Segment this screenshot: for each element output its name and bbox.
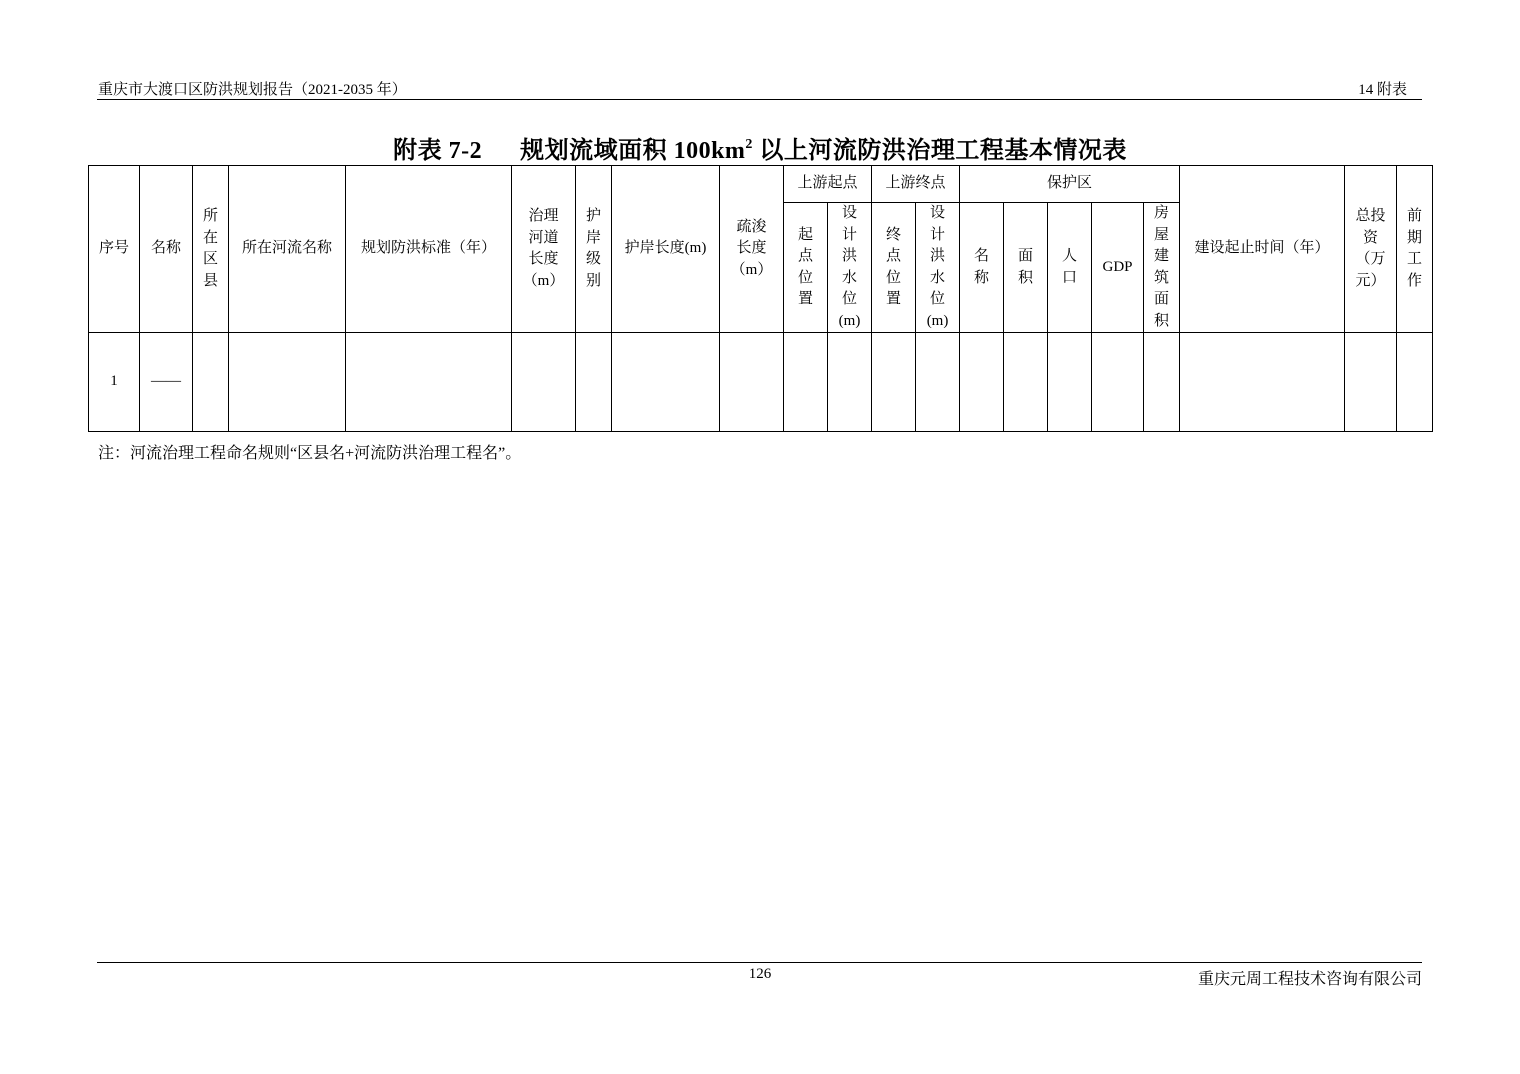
col-upstream-start-position: 起 点 位 置 <box>784 203 828 333</box>
col-group-upstream-end: 上游终点 <box>872 166 960 203</box>
col-dredge-length: 疏浚 长度 （m） <box>720 166 784 333</box>
col-standard: 规划防洪标准（年） <box>346 166 512 333</box>
col-protection-population: 人 口 <box>1048 203 1092 333</box>
title-suffix: 以上河流防洪治理工程基本情况表 <box>759 138 1127 164</box>
row-cell <box>612 333 720 432</box>
col-group-protection-zone: 保护区 <box>960 166 1180 203</box>
col-bank-grade: 护 岸 级 别 <box>576 166 612 333</box>
row-cell <box>1092 333 1144 432</box>
row-seq: 1 <box>89 333 140 432</box>
footer-company: 重庆元周工程技术咨询有限公司 <box>1197 971 1422 988</box>
col-county: 所 在 区 县 <box>193 166 229 333</box>
col-upstream-end-flood-level: 设 计 洪 水 位 (m) <box>916 203 960 333</box>
row-cell <box>720 333 784 432</box>
row-cell <box>828 333 872 432</box>
col-river: 所在河流名称 <box>229 166 346 333</box>
row-cell <box>1144 333 1180 432</box>
col-bank-length: 护岸长度(m) <box>612 166 720 333</box>
row-cell <box>1345 333 1397 432</box>
row-cell <box>784 333 828 432</box>
col-protection-building-area: 房 屋 建 筑 面 积 <box>1144 203 1180 333</box>
title-prefix: 附表 7-2 <box>393 138 483 164</box>
col-group-upstream-start: 上游起点 <box>784 166 872 203</box>
row-cell <box>346 333 512 432</box>
table-row <box>89 333 1433 432</box>
col-protection-gdp: GDP <box>1092 203 1144 333</box>
header-left-title: 重庆市大渡口区防洪规划报告（2021-2035 年） <box>98 82 407 98</box>
col-protection-area: 面 积 <box>1004 203 1048 333</box>
col-protection-name: 名 称 <box>960 203 1004 333</box>
col-upstream-end-position: 终 点 位 置 <box>872 203 916 333</box>
row-cell <box>193 333 229 432</box>
row-cell <box>960 333 1004 432</box>
row-cell <box>576 333 612 432</box>
table-title <box>0 130 1520 165</box>
col-channel-length: 治理 河道 长度 （m） <box>512 166 576 333</box>
row-cell <box>1180 333 1345 432</box>
row-cell <box>1004 333 1048 432</box>
row-cell <box>1048 333 1092 432</box>
row-cell <box>512 333 576 432</box>
col-construction-period: 建设起止时间（年） <box>1180 166 1345 333</box>
table-note: 注：河流治理工程命名规则“区县名+河流防洪治理工程名”。 <box>98 445 522 462</box>
col-name: 名称 <box>140 166 193 333</box>
row-cell <box>229 333 346 432</box>
col-total-investment: 总投 资 （万 元） <box>1345 166 1397 333</box>
title-superscript: 2 <box>745 137 753 152</box>
title-main: 规划流域面积 100km <box>520 138 746 164</box>
header-rule <box>97 99 1422 100</box>
page-number: 126 <box>748 966 772 982</box>
footer-rule <box>97 962 1422 963</box>
col-seq: 序号 <box>89 166 140 333</box>
row-cell <box>916 333 960 432</box>
row-cell <box>1397 333 1433 432</box>
row-cell <box>872 333 916 432</box>
header-chapter: 14 附表 <box>1358 82 1407 98</box>
col-upstream-start-flood-level: 设 计 洪 水 位 (m) <box>828 203 872 333</box>
col-preliminary-work: 前 期 工 作 <box>1397 166 1433 333</box>
row-name: —— <box>140 333 193 432</box>
flood-control-table <box>88 165 1433 432</box>
